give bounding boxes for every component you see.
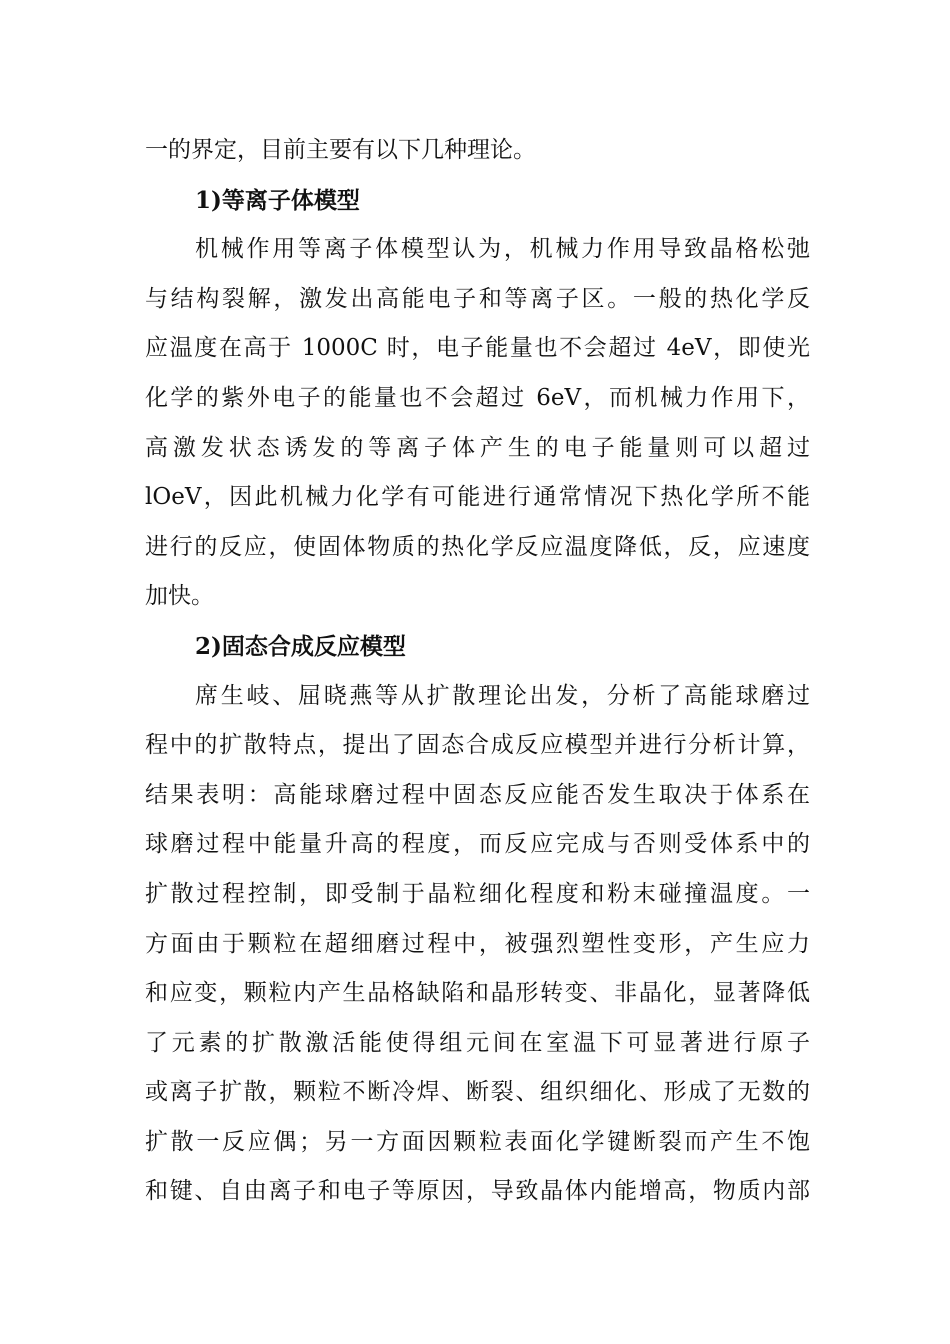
text-line: 了元素的扩散激活能使得组元间在室温下可显著进行原子 bbox=[145, 1029, 810, 1056]
text-line: 扩散一反应偶；另一方面因颗粒表面化学键断裂而产生不饱 bbox=[145, 1128, 810, 1155]
text-line: 应温度在高于 1000C 时，电子能量也不会超过 4eV，即使光 bbox=[145, 335, 810, 362]
document-page bbox=[145, 126, 810, 1217]
text-line: 扩散过程控制，即受制于晶粒细化程度和粉末碰撞温度。一 bbox=[145, 880, 810, 907]
text-line: 或离子扩散，颗粒不断冷焊、断裂、组织细化、形成了无数的 bbox=[145, 1079, 810, 1106]
text-line: 进行的反应，使固体物质的热化学反应温度降低，反，应速度 bbox=[145, 533, 810, 560]
section-heading-solid-state-model: 2)固态合成反应模型 bbox=[195, 632, 406, 660]
text-line: 结果表明：高能球磨过程中固态反应能否发生取决于体系在 bbox=[145, 781, 810, 808]
text-line: 席生岐、屈晓燕等从扩散理论出发，分析了高能球磨过 bbox=[195, 682, 810, 709]
section-heading-plasma-model: 1)等离子体模型 bbox=[195, 186, 360, 214]
text-line: 化学的紫外电子的能量也不会超过 6eV，而机械力作用下， bbox=[145, 384, 810, 411]
text-line: 方面由于颗粒在超细磨过程中，被强烈塑性变形，产生应力 bbox=[145, 930, 810, 957]
text-line: lOeV，因此机械力化学有可能进行通常情况下热化学所不能 bbox=[145, 484, 810, 511]
text-line: 与结构裂解，激发出高能电子和等离子区。一般的热化学反 bbox=[145, 285, 810, 312]
text-line: 球磨过程中能量升高的程度，而反应完成与否则受体系中的 bbox=[145, 831, 810, 858]
text-line: 和键、自由离子和电子等原因，导致晶体内能增高，物质内部 bbox=[145, 1178, 810, 1205]
text-line: 程中的扩散特点，提出了固态合成反应模型并进行分析计算， bbox=[145, 732, 810, 759]
text-line: 和应变，颗粒内产生品格缺陷和晶形转变、非晶化，显著降低 bbox=[145, 980, 810, 1007]
text-line: 加快。 bbox=[145, 583, 214, 610]
text-line: 机械作用等离子体模型认为，机械力作用导致晶格松弛 bbox=[195, 236, 810, 263]
text-line: 高激发状态诱发的等离子体产生的电子能量则可以超过 bbox=[145, 434, 810, 461]
text-line: 一的界定，目前主要有以下几种理论。 bbox=[145, 137, 536, 163]
